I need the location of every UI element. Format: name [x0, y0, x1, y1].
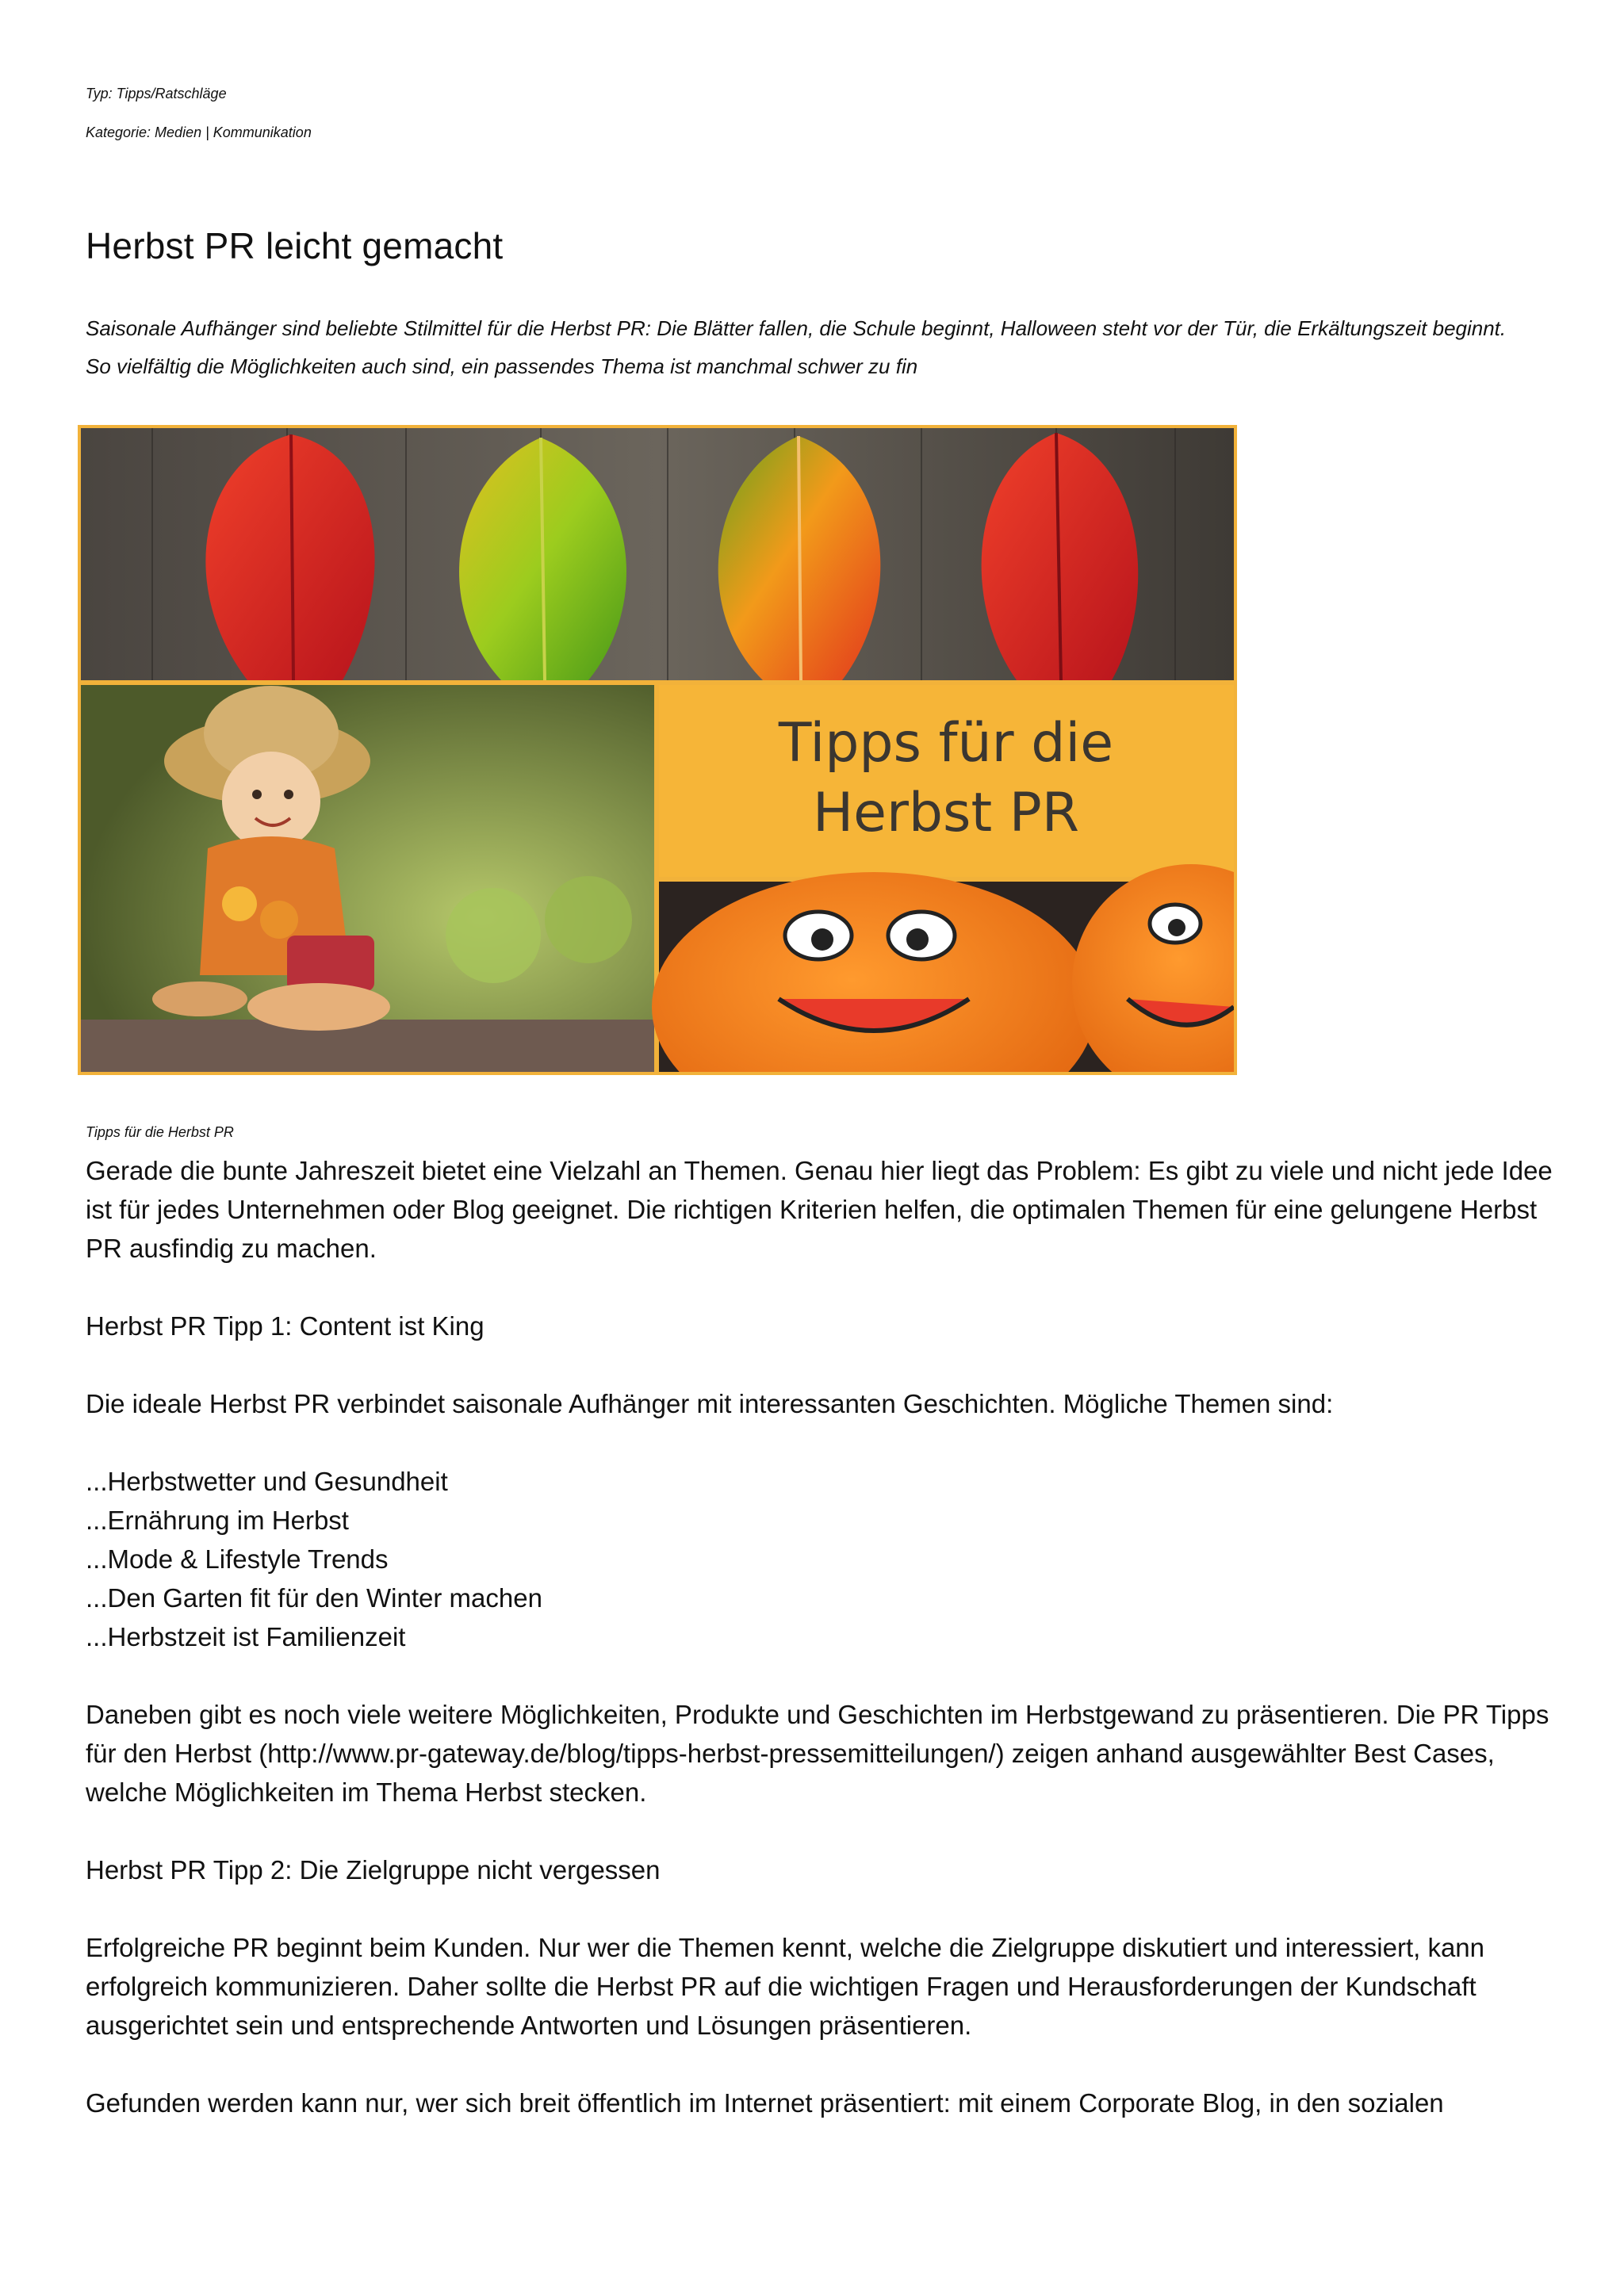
- hero-image: [78, 425, 1237, 1075]
- image-caption: Tipps für die Herbst PR: [86, 1124, 234, 1140]
- document-type: Typ: Tipps/Ratschläge: [86, 86, 227, 101]
- list-item: ...Den Garten fit für den Winter machen: [86, 1583, 542, 1613]
- hero-collage: [81, 428, 1234, 1072]
- article-title: Herbst PR leicht gemacht: [86, 225, 504, 266]
- article-body: [86, 1151, 1553, 2161]
- list-item: ...Ernährung im Herbst: [86, 1506, 349, 1535]
- list-item: ...Mode & Lifestyle Trends: [86, 1544, 389, 1574]
- paragraph-intro: Gerade die bunte Jahreszeit bietet eine Vielzahl an Themen. Genau hier liegt das Problem: Es gibt zu viele und nicht jede Idee ist für jedes Unternehmen oder Blog geeignet. Die richtigen Kriterien helfen, die optimalen Themen für eine gelungene Herbst PR ausfindig zu machen.: [86, 1156, 1553, 1263]
- paragraph-online-presence: Gefunden werden kann nur, wer sich breit öffentlich im Internet präsentiert: mit einem Corporate Blog, in den sozialen: [86, 2088, 1444, 2118]
- list-item: ...Herbstzeit ist Familienzeit: [86, 1622, 406, 1651]
- list-item: ...Herbstwetter und Gesundheit: [86, 1467, 448, 1496]
- article-teaser: Saisonale Aufhänger sind beliebte Stilmittel für die Herbst PR: Die Blätter fallen, die Schule beginnt, Halloween steht vor der Tür, die Erkältungszeit beginnt. So vielfältig die Möglichkeiten auch sind, ein passendes Thema ist manchmal schwer zu fin: [86, 316, 1507, 378]
- paragraph-more-options: Daneben gibt es noch viele weitere Möglichkeiten, Produkte und Geschichten im Herbstgewand zu präsentieren. Die PR Tipps für den Herbst (http://www.pr-gateway.de/blog/tipps-herbst-pressemitteilungen/) zeigen anhand ausgewählter Best Cases, welche Möglichkeiten im Thema Herbst stecken.: [86, 1700, 1549, 1807]
- subheading-tip-2: Herbst PR Tipp 2: Die Zielgruppe nicht vergessen: [86, 1855, 661, 1885]
- hero-text-line1: Tipps für die: [778, 712, 1114, 775]
- paragraph-topics-intro: Die ideale Herbst PR verbindet saisonale Aufhänger mit interessanten Geschichten. Mögliche Themen sind:: [86, 1389, 1334, 1418]
- document-category: Kategorie: Medien | Kommunikation: [86, 124, 312, 140]
- hero-text-line2: Herbst PR: [812, 782, 1080, 844]
- topics-list: [86, 1462, 1553, 1656]
- subheading-tip-1: Herbst PR Tipp 1: Content ist King: [86, 1311, 485, 1341]
- paragraph-target-group: Erfolgreiche PR beginnt beim Kunden. Nur wer die Themen kennt, welche die Zielgruppe diskutiert und interessiert, kann erfolgreich kommunizieren. Daher sollte die Herbst PR auf die wichtigen Fragen und Herausforderungen der Kundschaft ausgerichtet sein und entsprechende Antworten und Lösungen präsentieren.: [86, 1933, 1485, 2040]
